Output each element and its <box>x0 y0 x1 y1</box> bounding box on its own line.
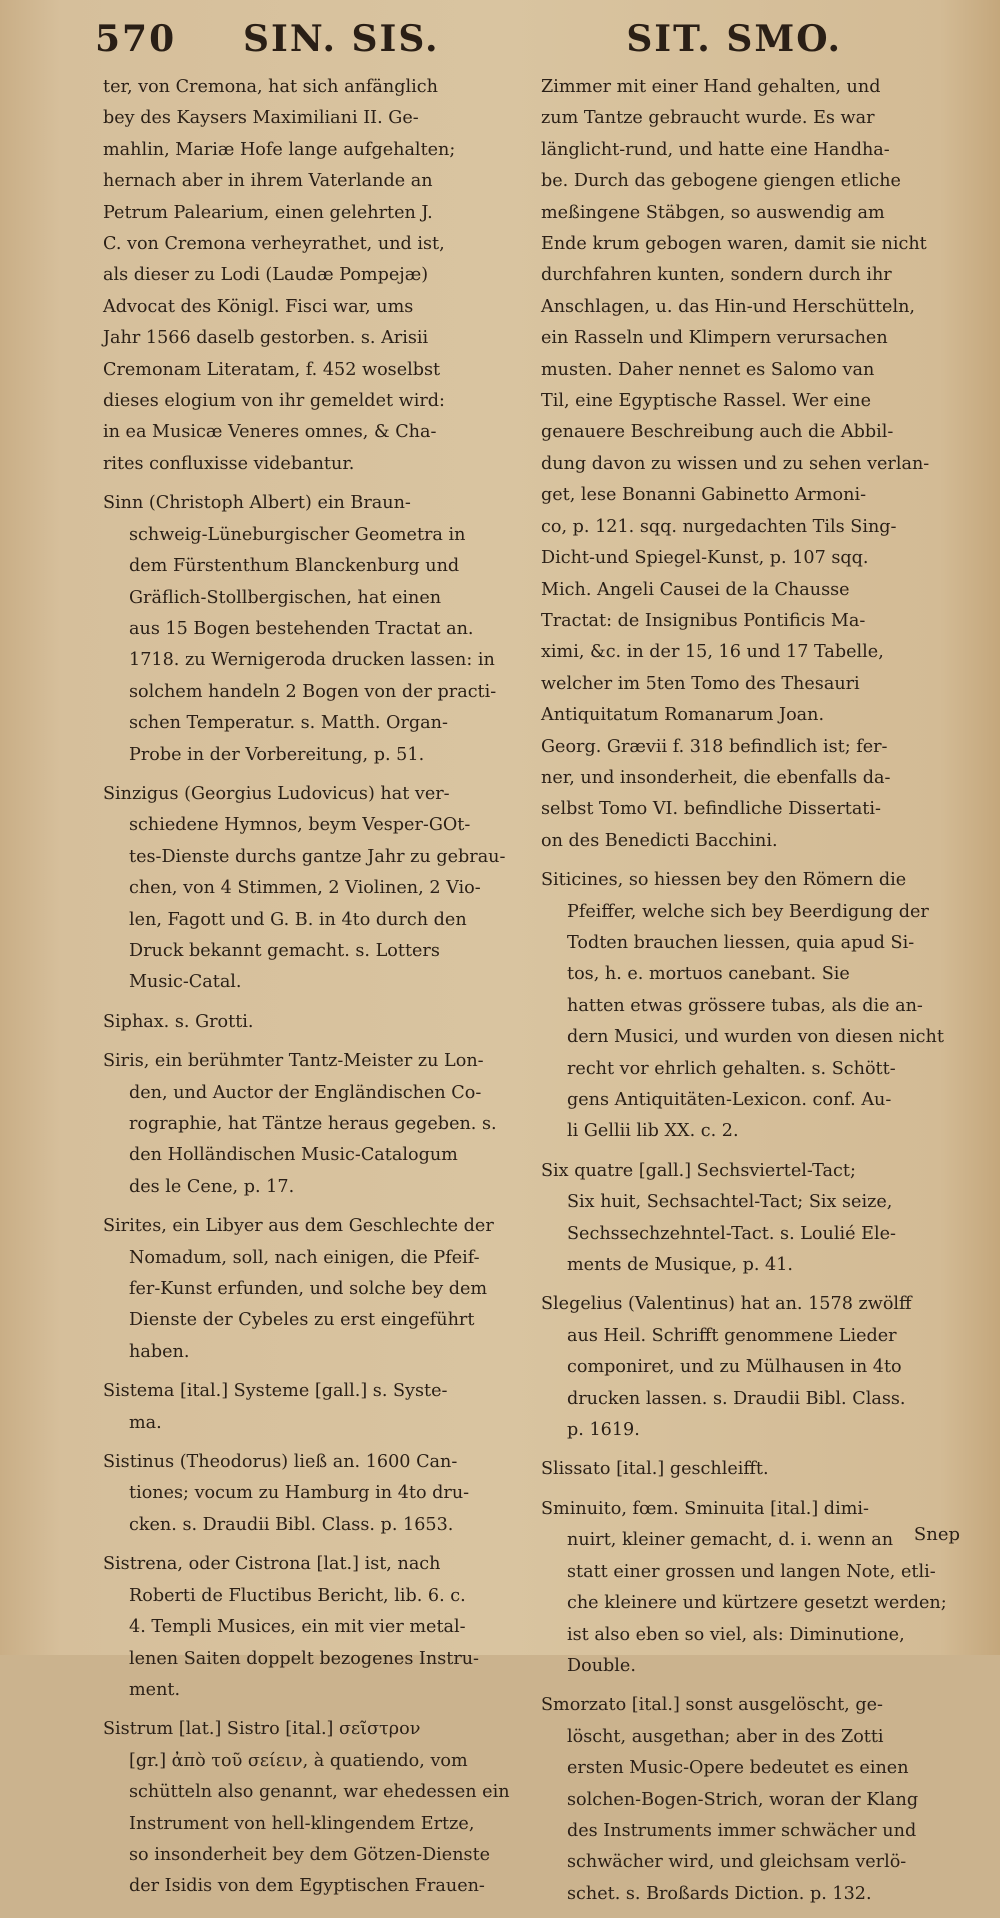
dictionary-entry <box>541 1156 961 1282</box>
entry-line: get, lese Bonanni Gabinetto Armoni- <box>541 485 867 506</box>
entry-line: Tractat: de Insignibus Pontificis Ma- <box>541 610 866 631</box>
entry-line: den, und Auctor der Engländischen Co- <box>129 1082 482 1103</box>
entry-line: ments de Musique, p. 41. <box>567 1255 794 1276</box>
entry-line: ximi, &c. in der 15, 16 und 17 Tabelle, <box>541 642 884 663</box>
entry-line: Cremonam Literatam, f. 452 woselbst <box>103 359 441 380</box>
entry-line: Zimmer mit einer Hand gehalten, und <box>541 77 881 97</box>
entry-line: co, p. 121. sqq. nurgedachten Tils Sing- <box>541 516 897 537</box>
dictionary-entry <box>541 865 961 1148</box>
entry-line: solchem handeln 2 Bogen von der practi- <box>129 681 497 702</box>
dictionary-entry <box>541 1289 961 1446</box>
entry-line: in ea Musicæ Veneres omnes, & Cha- <box>103 422 437 443</box>
entry-line: haben. <box>129 1341 190 1362</box>
entry-line: statt einer grossen und langen Note, etli- <box>567 1561 936 1582</box>
entry-line: Sminuito, fœm. Sminuita [ital.] dimi- <box>541 1498 869 1519</box>
entry-line: Siris, ein berühmter Tantz-Meister zu Lon- <box>103 1051 484 1072</box>
dictionary-entry <box>103 1714 518 1902</box>
entry-line: löscht, ausgethan; aber in des Zotti <box>567 1726 884 1747</box>
entry-line: welcher im 5ten Tomo des Thesauri <box>541 673 860 694</box>
entry-line: Six quatre [gall.] Sechsviertel-Tact; <box>541 1160 856 1181</box>
dictionary-entry <box>541 1494 961 1682</box>
entry-line: Sirites, ein Libyer aus dem Geschlechte der <box>103 1216 494 1237</box>
dictionary-entry <box>103 1549 518 1706</box>
entry-line: ma. <box>129 1412 162 1433</box>
entry-line: musten. Daher nennet es Salomo van <box>541 359 875 380</box>
entry-line: bey des Kaysers Maximiliani II. Ge- <box>103 108 419 129</box>
entry-line: Ende krum gebogen waren, damit sie nicht <box>541 234 927 255</box>
entry-line: Smorzato [ital.] sonst ausgelöscht, ge- <box>541 1695 883 1716</box>
entry-line: componiret, und zu Mülhausen in 4to <box>567 1357 902 1378</box>
entry-line: on des Benedicti Bacchini. <box>541 830 778 851</box>
entry-line: länglicht-rund, und hatte eine Handha- <box>541 139 890 160</box>
entry-line: ment. <box>129 1679 181 1700</box>
entry-line: rographie, hat Täntze heraus gegeben. s. <box>129 1114 497 1134</box>
entry-line: Sistrena, oder Cistrona [lat.] ist, nach <box>103 1554 441 1575</box>
left-column <box>103 72 518 1911</box>
entry-line: Six huit, Sechsachtel-Tact; Six seize, <box>567 1192 893 1213</box>
entry-line: aus 15 Bogen bestehenden Tractat an. <box>129 618 474 639</box>
dictionary-entry <box>103 72 518 480</box>
dictionary-entry <box>103 1447 518 1541</box>
entry-line: Sechssechzehntel-Tact. s. Loulié Ele- <box>567 1223 896 1244</box>
entry-line: fer-Kunst erfunden, und solche bey dem <box>129 1279 488 1300</box>
entry-line: Slegelius (Valentinus) hat an. 1578 zwölff <box>541 1294 912 1315</box>
dictionary-entry <box>103 1007 518 1038</box>
entry-line: Slissato [ital.] geschleifft. <box>541 1459 769 1480</box>
entry-line: Sinzigus (Georgius Ludovicus) hat ver- <box>103 783 450 804</box>
entry-line: ner, und insonderheit, die ebenfalls da- <box>541 767 891 788</box>
entry-line: be. Durch das gebogene giengen etliche <box>541 171 901 192</box>
entry-line: dem Fürstenthum Blanckenburg und <box>129 556 460 577</box>
entry-line: Nomadum, soll, nach einigen, die Pfeif- <box>129 1247 480 1268</box>
entry-line: recht vor ehrlich gehalten. s. Schött- <box>567 1058 896 1079</box>
entry-line: schet. s. Broßards Diction. p. 132. <box>567 1883 872 1904</box>
entry-line: len, Fagott und G. B. in 4to durch den <box>129 909 467 930</box>
entry-line: schweig-Lüneburgischer Geometra in <box>129 524 466 545</box>
entry-line: zum Tantze gebraucht wurde. Es war <box>541 108 875 129</box>
entry-line: des Instruments immer schwächer und <box>567 1820 917 1841</box>
entry-line: Jahr 1566 daselb gestorben. s. Arisii <box>103 328 429 349</box>
entry-line: dern Musici, und wurden von diesen nicht <box>567 1027 944 1048</box>
entry-line: Siphax. s. Grotti. <box>103 1011 254 1032</box>
entry-line: Todten brauchen liessen, quia apud Si- <box>567 932 915 953</box>
entry-line: Probe in der Vorbereitung, p. 51. <box>129 744 425 765</box>
entry-line: Antiquitatum Romanarum Joan. <box>541 705 825 726</box>
dictionary-entry <box>103 1376 518 1439</box>
entry-line: Music-Catal. <box>129 972 242 993</box>
entry-line: Sinn (Christoph Albert) ein Braun- <box>103 493 411 514</box>
entry-line: der Isidis von dem Egyptischen Frauen- <box>129 1876 485 1897</box>
dictionary-entry <box>541 72 961 857</box>
entry-line: Petrum Palearium, einen gelehrten J. <box>103 202 433 223</box>
entry-line: hernach aber in ihrem Vaterlande an <box>103 171 433 192</box>
entry-line: 4. Templi Musices, ein mit vier metal- <box>129 1617 466 1638</box>
entry-line: tiones; vocum zu Hamburg in 4to dru- <box>129 1483 470 1504</box>
dictionary-entry <box>103 488 518 771</box>
entry-line: Siticines, so hiessen bey den Römern die <box>541 870 907 891</box>
entry-line: dung davon zu wissen und zu sehen verlan- <box>541 453 930 474</box>
entry-line: schwächer wird, und gleichsam verlö- <box>567 1852 907 1873</box>
entry-line: [gr.] ἀπὸ τοῦ σείειν, à quatiendo, vom <box>129 1750 468 1771</box>
entry-line: Druck bekannt gemacht. s. Lotters <box>129 940 440 961</box>
entry-line: Advocat des Königl. Fisci war, ums <box>103 296 414 317</box>
entry-line: Georg. Grævii f. 318 befindlich ist; fer- <box>541 736 888 757</box>
entry-line: Dienste der Cybeles zu erst eingeführt <box>129 1310 475 1331</box>
running-header <box>95 18 960 68</box>
entry-line: hatten etwas grössere tubas, als die an- <box>567 995 923 1016</box>
dictionary-entry <box>103 779 518 999</box>
left-guide-words: SIN. SIS. <box>243 18 440 60</box>
entry-line: ein Rasseln und Klimpern verursachen <box>541 328 888 349</box>
entry-line: Til, eine Egyptische Rassel. Wer eine <box>541 391 872 412</box>
entry-line: p. 1619. <box>567 1420 640 1441</box>
entry-line: ist also eben so viel, als: Diminutione, <box>567 1624 905 1645</box>
entry-line: Roberti de Fluctibus Bericht, lib. 6. c. <box>129 1585 466 1606</box>
entry-line: Instrument von hell-klingendem Ertze, <box>129 1813 475 1834</box>
entry-line: Dicht-und Spiegel-Kunst, p. 107 sqq. <box>541 548 869 569</box>
entry-line: Gräflich-Stollbergischen, hat einen <box>129 587 442 608</box>
right-guide-words: SIT. SMO. <box>626 18 842 60</box>
entry-line: Sistema [ital.] Systeme [gall.] s. Syste- <box>103 1381 448 1402</box>
entry-line: den Holländischen Music-Catalogum <box>129 1145 458 1166</box>
entry-line: Mich. Angeli Causei de la Chausse <box>541 579 850 600</box>
entry-line: tos, h. e. mortuos canebant. Sie <box>567 964 850 985</box>
entry-line: mahlin, Mariæ Hofe lange aufgehalten; <box>103 139 456 160</box>
right-column <box>541 72 961 1918</box>
entry-line: schütteln also genannt, war ehedessen ein <box>129 1782 510 1803</box>
entry-line: li Gellii lib XX. c. 2. <box>567 1121 739 1142</box>
entry-line: als dieser zu Lodi (Laudæ Pompejæ) <box>103 265 429 286</box>
entry-line: solchen-Bogen-Strich, woran der Klang <box>567 1789 919 1810</box>
dictionary-entry <box>541 1454 961 1485</box>
dictionary-entry <box>103 1046 518 1203</box>
entry-line: aus Heil. Schrifft genommene Lieder <box>567 1325 897 1346</box>
entry-line: so insonderheit bey dem Götzen-Dienste <box>129 1844 491 1865</box>
entry-line: genauere Beschreibung auch die Abbil- <box>541 422 894 443</box>
entry-line: meßingene Stäbgen, so auswendig am <box>541 202 885 223</box>
entry-line: C. von Cremona verheyrathet, und ist, <box>103 234 445 255</box>
entry-line: Sistinus (Theodorus) ließ an. 1600 Can- <box>103 1452 458 1473</box>
entry-line: 1718. zu Wernigeroda drucken lassen: in <box>129 650 495 671</box>
entry-line: Sistrum [lat.] Sistro [ital.] σεῖστρον <box>103 1719 421 1740</box>
entry-line: lenen Saiten doppelt bezogenes Instru- <box>129 1648 480 1669</box>
entry-line: drucken lassen. s. Draudii Bibl. Class. <box>567 1388 906 1409</box>
entry-line: des le Cene, p. 17. <box>129 1176 295 1197</box>
entry-line: gens Antiquitäten-Lexicon. conf. Au- <box>567 1090 892 1110</box>
entry-line: selbst Tomo VI. befindliche Dissertati- <box>541 799 881 820</box>
entry-line: schen Temperatur. s. Matth. Organ- <box>129 713 448 734</box>
entry-line: ersten Music-Opere bedeutet es einen <box>567 1758 909 1779</box>
entry-line: schiedene Hymnos, beym Vesper-GOt- <box>129 815 471 836</box>
entry-line: rites confluxisse videbantur. <box>103 453 355 474</box>
entry-line: Pfeiffer, welche sich bey Beerdigung der <box>567 901 929 922</box>
entry-line: Double. <box>567 1655 636 1676</box>
entry-line: chen, von 4 Stimmen, 2 Violinen, 2 Vio- <box>129 878 481 899</box>
page-number: 570 <box>95 18 177 60</box>
entry-line: tes-Dienste durchs gantze Jahr zu gebrau- <box>129 846 506 867</box>
entry-line: che kleinere und kürtzere gesetzt werden; <box>567 1593 947 1614</box>
entry-line: ter, von Cremona, hat sich anfänglich <box>103 77 438 97</box>
entry-line: Anschlagen, u. das Hin-und Herschütteln, <box>541 296 916 317</box>
entry-line: nuirt, kleiner gemacht, d. i. wenn an <box>567 1530 894 1551</box>
dictionary-entry <box>541 1690 961 1910</box>
entry-line: durchfahren kunten, sondern durch ihr <box>541 265 892 286</box>
entry-line: dieses elogium von ihr gemeldet wird: <box>103 391 445 412</box>
entry-line: cken. s. Draudii Bibl. Class. p. 1653. <box>129 1514 454 1535</box>
dictionary-entry <box>103 1211 518 1368</box>
catchword: Snep <box>913 1524 960 1545</box>
